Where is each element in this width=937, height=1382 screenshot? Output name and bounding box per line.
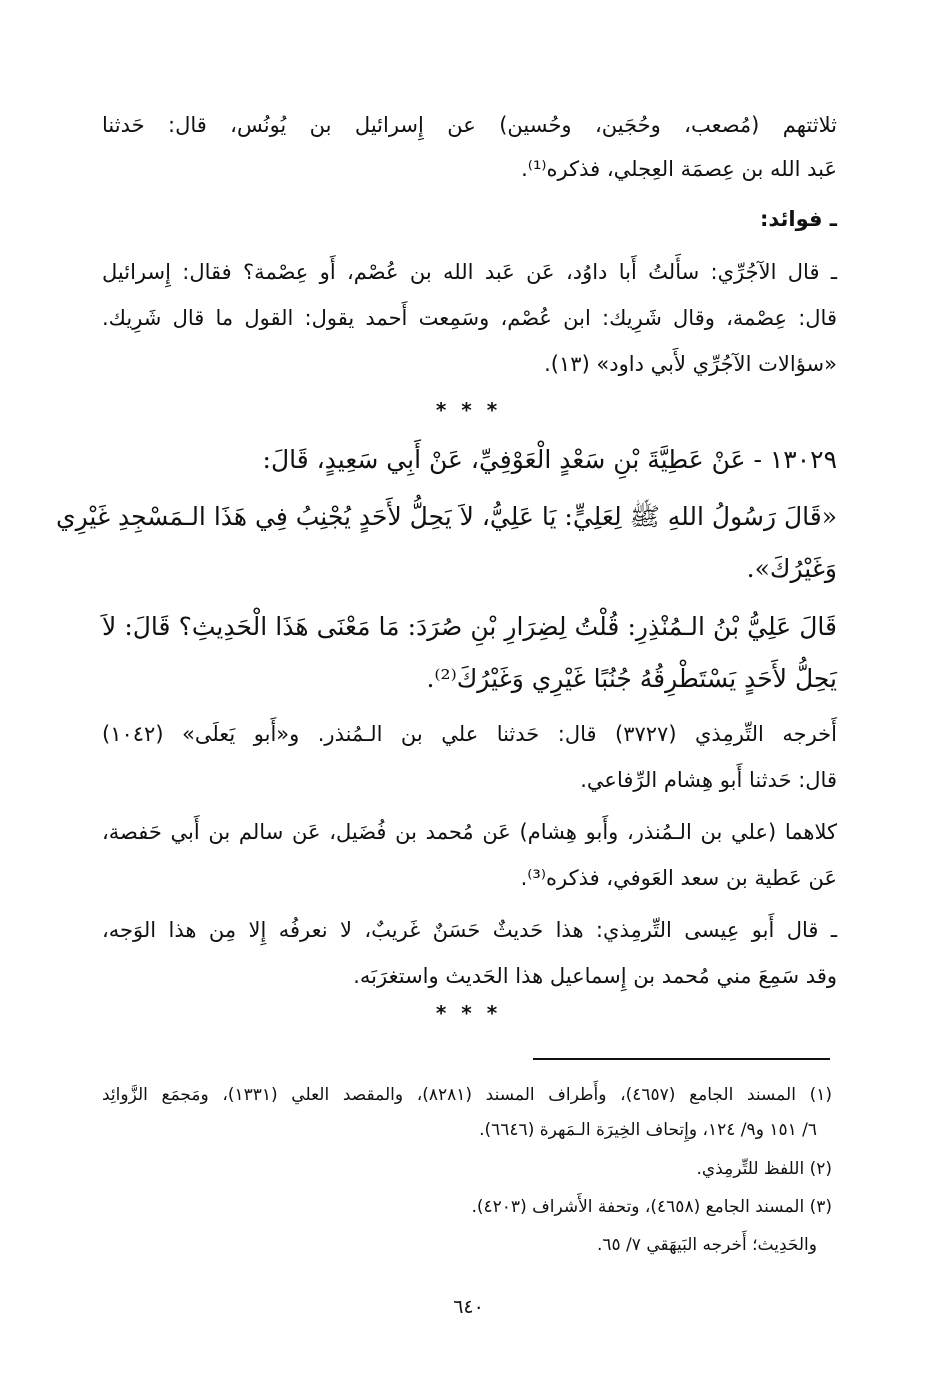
section-separator: * * * bbox=[435, 398, 502, 422]
text-line: أَخرجه التِّرمِذي (٣٧٢٧) قال: حَدثنا علي بن الـمُنذر. و«أَبو يَعلَى» (١٠٤٢) bbox=[102, 722, 837, 746]
section-separator: * * * bbox=[435, 1001, 502, 1025]
footnote-line: (٢) اللفظ للتِّرمِذي. bbox=[696, 1159, 832, 1179]
text-line: قال: حَدثنا أَبو هِشام الرِّفاعي. bbox=[580, 768, 837, 792]
text-line: ثلاثتهم (مُصعب، وحُجَين، وحُسين) عن إِسرائيل بن يُونُس، قال: حَدثنا bbox=[102, 113, 837, 137]
footnote-line: (٣) المسند الجامع (٤٦٥٨)، وتحفة الأَشراف (٤٢٠٣). bbox=[471, 1197, 832, 1217]
text-line: ـ قال الآجُرِّي: سأَلتُ أَبا داوُد، عَن عَبد الله بن عُصْم، أَو عِصْمة؟ فقال: إِسرائيل bbox=[102, 260, 837, 284]
text-line: ـ قال أَبو عِيسى التِّرمِذي: هذا حَديثٌ حَسَنٌ غَريبٌ، لا نعرفُه إِلا مِن هذا الوَجه، bbox=[102, 918, 837, 942]
hadith-text-line: وَغَيْرُكَ». bbox=[746, 554, 837, 583]
text-line: وقد سَمِعَ مني مُحمد بن إِسماعيل هذا الحَديث واستغرَبَه. bbox=[353, 964, 837, 988]
text-line: عَن عَطية بن سعد العَوفي، فذكره⁽³⁾. bbox=[520, 866, 837, 890]
hadith-heading: ١٣٠٢٩ - عَنْ عَطِيَّةَ بْنِ سَعْدٍ الْعَوْفِيِّ، عَنْ أَبِي سَعِيدٍ، قَالَ: bbox=[262, 445, 837, 474]
footnote-line: (١) المسند الجامع (٤٦٥٧)، وأَطراف المسند (٨٢٨١)، والمقصد العلي (١٣٣١)، ومَجمَع الزَّوائِد bbox=[102, 1085, 832, 1105]
hadith-text-line: يَحِلُّ لأَحَدٍ يَسْتَطْرِقُهُ جُنُبًا غَيْرِي وَغَيْرُكَ⁽²⁾. bbox=[426, 664, 837, 693]
hadith-text-line: قَالَ عَلِيُّ بْنُ الـمُنْذِرِ: قُلْتُ لِضِرَارِ بْنِ صُرَدَ: مَا مَعْنَى هَذَا الْحَدِيثِ؟ قَالَ: لاَ bbox=[102, 612, 837, 641]
text-line: «سؤالات الآجُرِّي لأَبي داود» (١٣). bbox=[544, 352, 837, 376]
footnote-line: ٦/ ١٥١ و٩/ ١٢٤، وإِتحاف الخِيرَة الـمَهرة (٦٦٤٦). bbox=[479, 1120, 817, 1140]
section-heading: ـ فوائد: bbox=[759, 207, 837, 231]
hadith-text-line: «قَالَ رَسُولُ اللهِ ﷺ لِعَلِيٍّ: يَا عَلِيُّ، لاَ يَحِلُّ لأَحَدٍ يُجْنِبُ فِي هَذَا الـمَسْجِدِ غَيْرِي bbox=[56, 502, 837, 531]
text-line: قال: عِصْمة، وقال شَرِيك: ابن عُصْم، وسَمِعت أَحمد يقول: القول ما قال شَرِيك. bbox=[102, 306, 837, 330]
footnote-line: والحَدِيث؛ أَخرجه البَيهَقي ٧/ ٦٥. bbox=[596, 1235, 817, 1255]
footnote-divider bbox=[533, 1058, 830, 1060]
page-number: ٦٤٠ bbox=[453, 1296, 484, 1318]
text-line: كلاهما (علي بن الـمُنذر، وأَبو هِشام) عَن مُحمد بن فُضَيل، عَن سالم بن أَبي حَفصة، bbox=[102, 820, 837, 844]
text-line: عَبد الله بن عِصمَة العِجلي، فذكره⁽¹⁾. bbox=[521, 157, 837, 181]
